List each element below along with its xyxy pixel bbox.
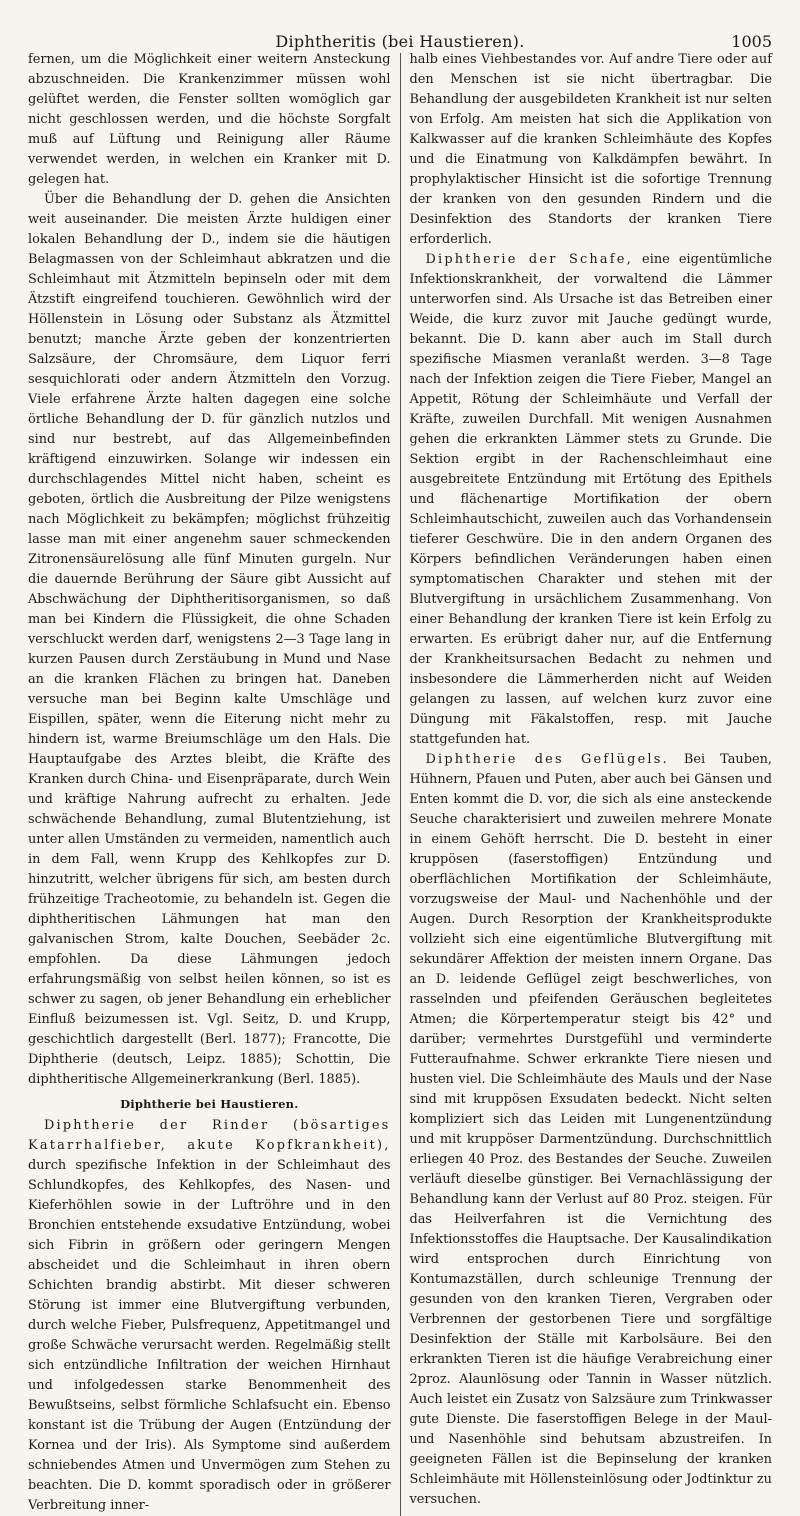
left-column — [28, 50, 400, 1516]
paragraph: fernen, um die Möglichkeit einer weitern Ansteckung abzuschneiden. Die Krankenzimmer müssen wohl gelüftet werden, die Fenster sollten womöglich gar nicht geschlossen werden, und die höchste Sorgfalt muß auf Lüftung und Reinigung aller Räume verwendet werden, in welchen ein Kranker mit D. gelegen hat. — [28, 52, 391, 187]
page-header — [28, 0, 772, 50]
entry-paragraph — [409, 250, 772, 750]
entry-lead: Diphtherie der Rinder (bösartiges Katarrhalfieber, akute Kopfkrankheit), — [28, 1118, 391, 1153]
paragraph: Über die Behandlung der D. gehen die Ansichten weit auseinander. Die meisten Ärzte huldigen einer lokalen Behandlung der D., indem sie die häutigen Belagmassen von der Schleimhaut abkratzen und die Schleimhaut mit Ätzmitteln bepinseln oder mit dem Ätzstift eingreifend touchieren. Gewöhnlich wird der Höllenstein in Lösung oder Substanz als Ätzmittel benutzt; manche Ärzte geben der konzentrierten Salzsäure, der Chromsäure, dem Liquor ferri sesquichlorati oder andern Ätzmitteln den Vorzug. Viele erfahrene Ärzte halten dagegen eine solche örtliche Behandlung der D. für gänzlich nutzlos und sind nur bestrebt, auf das Allgemeinbefinden kräftigend einzuwirken. Solange wir indessen ein durchschlagendes Mittel nicht haben, scheint es geboten, örtlich die Ausbreitung der Pilze wenigstens nach Möglichkeit zu bekämpfen; möglichst frühzeitig lasse man mit einer angenehm sauer schmeckenden Zitronensäurelösung alle fünf Minuten gurgeln. Nur die dauernde Berührung der Säure gibt Aussicht auf Abschwächung der Diphtheritisorganismen, so daß man bei Kindern die Flüssigkeit, die ohne Schaden verschluckt werden darf, wenigstens 2—3 Tage lang in kurzen Pausen durch Zerstäubung in Mund und Nase an die kranken Flächen zu bringen hat. Daneben versuche man bei Beginn kalte Umschläge und Eispillen, später, wenn die Eiterung nicht mehr zu hindern ist, warme Breiumschläge um den Hals. Die Hauptaufgabe des Arztes bleibt, die Kräfte des Kranken durch China- und Eisenpräparate, durch Wein und kräftige Nahrung aufrecht zu erhalten. Jede schwächende Behandlung, zumal Blutentziehung, ist unter allen Umständen zu vermeiden, namentlich auch in dem Fall, wenn Krupp des Kehlkopfes zur D. hinzutritt, welcher übrigens für sich, am besten durch frühzeitige Tracheotomie, zu behandeln ist. Gegen die diphtheritischen Lähmungen hat man den galvanischen Strom, kalte Douchen, Seebäder 2c. empfohlen. Da diese Lähmungen jedoch erfahrungsmäßig von selbst heilen können, so ist es schwer zu sagen, ob jener Behandlung ein erheblicher Einfluß beizumessen ist. Vgl. Seitz, D. und Krupp, geschichtlich dargestellt (Berl. 1877); Francotte, Die Diphtherie (deutsch, Leipz. 1885); Schottin, Die diphtheritische Allgemeinerkrankung (Berl. 1885). — [28, 192, 391, 1087]
entry-text: durch spezifische Infektion in der Schleimhaut des Schlundkopfes, des Kehlkopfes, des Nasen- und Kieferhöhlen sowie in der Luftröhre und in den Bronchien entstehende exsudative Entzündung, wobei sich Fibrin in größern oder geringern Mengen abscheidet und die Schleimhaut in ihren obern Schichten brandig abstirbt. Mit dieser schweren Störung ist immer eine Blutvergiftung verbunden, durch welche Fieber, Pulsfrequenz, Appetitmangel und große Schwäche verursacht werden. Regelmäßig stellt sich entzündliche Infiltration der weichen Hirnhaut und infolgedessen starke Benommenheit des Bewußtseins, selbst förmliche Schlafsucht ein. Ebenso konstant ist die Trübung der Augen (Entzündung der Kornea und der Iris). Als Symptome sind außerdem schniebendes Atmen und Unvermögen zum Stehen zu beachten. Die D. kommt sporadisch oder in größerer Verbreitung inner- — [28, 1158, 391, 1513]
entry-lead: Diphtherie der Schafe, — [425, 252, 633, 267]
paragraph: halb eines Viehbestandes vor. Auf andre Tiere oder auf den Menschen ist sie nicht übertragbar. Die Behandlung der ausgebildeten Krankheit ist nur selten von Erfolg. Am meisten hat sich die Applikation von Kalkwasser auf die kranken Schleimhäute des Kopfes und die Einatmung von Kalkdämpfen bewährt. In prophylaktischer Hinsicht ist die sofortige Trennung der kranken von den gesunden Rindern und die Desinfektion des Standorts der kranken Tiere erforderlich. — [409, 52, 772, 247]
page-number: 1005 — [731, 32, 772, 51]
text-columns — [28, 50, 772, 1516]
entry-text: eine eigentümliche Infektionskrankheit, der vorwaltend die Lämmer unterworfen sind. Als Ursache ist das Betreiben einer Weide, die kurz zuvor mit Jauche gedüngt wurde, bekannt. Die D. kann aber auch im Stall durch spezifische Miasmen veranlaßt werden. 3—8 Tage nach der Infektion zeigen die Tiere Fieber, Mangel an Appetit, Rötung der Schleimhäute und Verfall der Kräfte, zuweilen Durchfall. Mit wenigen Ausnahmen gehen die erkrankten Lämmer stets zu Grunde. Die Sektion ergibt in der Rachenschleimhaut eine ausgebreitete Entzündung mit Ertötung des Epithels und flächenartige Mortifikation der obern Schleimhautschicht, zuweilen auch das Vorhandensein tieferer Geschwüre. Die in den andern Organen des Körpers befindlichen Veränderungen haben einen symptomatischen Charakter und stehen mit der Blutvergiftung in ursächlichem Zusammenhang. Von einer Behandlung der kranken Tiere ist kein Erfolg zu erwarten. Es erübrigt daher nur, auf die Entfernung der Krankheitsursachen Bedacht zu nehmen und insbesondere die Lämmerherden nicht auf Weiden gelangen zu lassen, auf welchen kurz zuvor eine Düngung mit Fäkalstoffen, resp. mit Jauche stattgefunden hat. — [409, 252, 772, 747]
entry-text: Bei Tauben, Hühnern, Pfauen und Puten, aber auch bei Gänsen und Enten kommt die D. vor, die sich als eine ansteckende Seuche charakterisiert und zuweilen mehrere Monate in einem Gehöft herrscht. Die D. besteht in einer kruppösen (faserstoffigen) Entzündung und oberflächlichen Mortifikation der Schleimhäute, vorzugsweise der Maul- und Nachenhöhle und der Augen. Durch Resorption der Krankheitsprodukte vollzieht sich eine eigentümliche Blutvergiftung mit sekundärer Affektion der meisten innern Organe. Das an D. leidende Geflügel zeigt beschwerliches, von rasselnden und pfeifenden Geräuschen begleitetes Atmen; die Körpertemperatur steigt bis 42° und darüber; vermehrtes Durstgefühl und verminderte Futteraufnahme. Schwer erkrankte Tiere niesen und husten viel. Die Schleimhäute des Mauls und der Nase sind mit kruppösen Exsudaten bedeckt. Nicht selten kompliziert sich das Leiden mit Lungenentzündung und mit kruppöser Darmentzündung. Durchschnittlich erliegen 40 Proz. des Bestandes der Seuche. Zuweilen verläuft dieselbe günstiger. Bei Vernachlässigung der Behandlung kann der Verlust auf 80 Proz. steigen. Für das Heilverfahren ist die Vernichtung des Infektionsstoffes die Hauptsache. Der Kausalindikation wird entsprochen durch Einrichtung von Kontumazställen, durch schleunige Trennung der gesunden von den kranken Tieren, Vergraben oder Verbrennen der gestorbenen Tiere und sorgfältige Desinfektion der Ställe mit Karbolsäure. Bei den erkrankten Tieren ist die häufige Verabreichung einer 2proz. Alaunlösung oder Tannin in Wasser nützlich. Auch leistet ein Zusatz von Salzsäure zum Trinkwasser gute Dienste. Die faserstoffigen Belege in der Maul- und Nasenhöhle sind behutsam abzustreifen. In geeigneten Fällen ist die Bepinselung der kranken Schleimhäute mit Höllensteinlösung oder Jodtinktur zu versuchen. — [409, 752, 772, 1507]
entry-paragraph — [28, 1116, 391, 1516]
entry-paragraph — [409, 750, 772, 1510]
section-heading: Diphtherie bei Haustieren. — [120, 1097, 299, 1111]
running-title: Diphtheritis (bei Haustieren). — [275, 32, 525, 51]
right-column — [400, 50, 772, 1516]
entry-lead: Diphtherie des Geflügels. — [425, 752, 669, 767]
